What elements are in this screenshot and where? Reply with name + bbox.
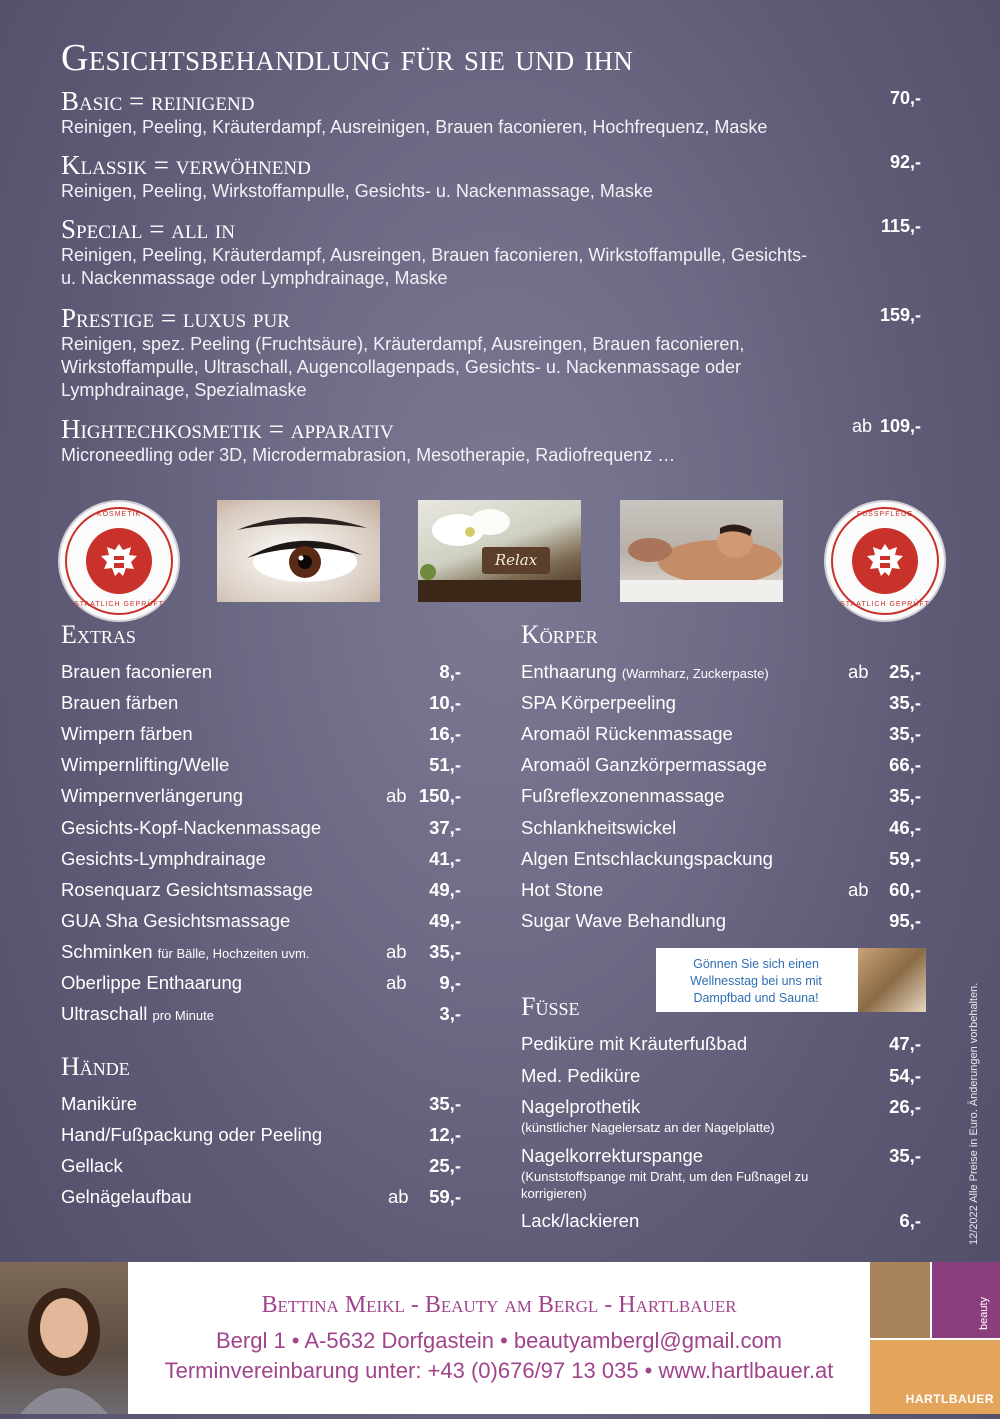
treatment-desc: Reinigen, spez. Peeling (Fruchtsäure), Kräuterdampf, Ausreingen, Brauen faconieren, Wirkstoffampulle, Ultraschall, Augencollagenpads, Gesichts- u. Nackenmassage oder Lymphdrainage, Spezialmaske (61, 334, 745, 400)
haende-title: Hände (61, 1052, 130, 1081)
treatment-price: 115,- (880, 216, 921, 236)
treatment-desc: Reinigen, Peeling, Kräuterdampf, Ausreingen, Brauen faconieren, Wirkstoffampulle, Gesichts- u. Nackenmassage oder Lymphdrainage, Maske (61, 245, 808, 288)
item-name: Med. Pediküre (521, 1064, 641, 1086)
relax-label: Relax (494, 551, 538, 569)
item-price: 35,- (429, 940, 461, 962)
item-name: Wimpernverlängerung (61, 785, 244, 807)
item-price: 49,- (429, 909, 461, 931)
koerper-title: Körper (521, 620, 598, 649)
price-row (61, 1185, 461, 1209)
footer-contact: Terminvereinbarung unter: +43 (0)676/97 13 035 • www.hartlbauer.at (164, 1358, 834, 1383)
price-row (61, 722, 461, 746)
price-row (521, 1144, 921, 1202)
treatment-hightech (61, 414, 921, 467)
item-price: 59,- (429, 1186, 461, 1208)
price-row (521, 1209, 921, 1233)
item-price: 35,- (889, 785, 921, 807)
price-row (521, 1095, 921, 1136)
price-row (521, 909, 921, 933)
price-row (61, 1154, 461, 1178)
item-price: 25,- (889, 661, 921, 682)
item-name: Gelnägelaufbau (61, 1186, 192, 1208)
item-name: Gellack (61, 1155, 123, 1177)
relax-photo (418, 500, 581, 602)
fuesse-title: Füsse (521, 992, 580, 1021)
treatment-name: Klassik = verwöhnend (61, 150, 311, 180)
portrait-photo (0, 1262, 128, 1414)
item-price: 60,- (889, 878, 921, 900)
item-price: 35,- (889, 692, 921, 714)
ab-label: ab (848, 661, 869, 682)
item-name: Hot Stone (521, 878, 604, 900)
item-price: 95,- (889, 909, 921, 931)
badge-bottom-text: STAATLICH GEPRÜFT (840, 601, 930, 608)
item-price: 47,- (889, 1033, 921, 1054)
item-price: 9,- (439, 972, 461, 993)
item-price: 49,- (429, 878, 461, 900)
item-name: Wimpernlifting/Welle (61, 754, 230, 776)
footer-name: Bettina Meikl - Beauty am Bergl - Hartlbauer (261, 1292, 737, 1318)
item-price: 6,- (899, 1210, 921, 1231)
eye-photo (217, 500, 380, 602)
treatment-price: 70,- (889, 88, 921, 108)
item-price: 8,- (439, 661, 461, 682)
price-row (521, 722, 921, 746)
item-name: Brauen färben (61, 692, 179, 714)
item-name: Gesichts-Lymphdrainage (61, 847, 266, 869)
item-note: (künstlicher Nagelersatz an der Nagelplatte) (521, 1120, 775, 1135)
treatment-price: 92,- (889, 152, 921, 172)
treatment-price: 159,- (879, 305, 921, 325)
ab-label: ab (386, 972, 407, 993)
fusspflege-badge (824, 500, 946, 622)
item-price: 16,- (429, 723, 461, 745)
item-price: 54,- (889, 1064, 921, 1086)
price-row (61, 847, 461, 871)
price-row (61, 816, 461, 840)
treatment-desc: Reinigen, Peeling, Kräuterdampf, Ausreinigen, Brauen faconieren, Hochfrequenz, Maske (61, 117, 768, 137)
item-name: Nagelkorrekturspange (521, 1144, 704, 1166)
ab-label: ab (851, 416, 872, 436)
price-row (521, 878, 921, 902)
item-price: 3,- (439, 1003, 461, 1025)
item-note: (Kunststoffspange mit Draht, um den Fußnagel zu korrigieren) (521, 1168, 809, 1201)
item-name: Nagelprothetik (521, 1096, 641, 1117)
treatment-prestige (61, 303, 921, 402)
promo-line: Dampfbad und Sauna! (693, 991, 819, 1005)
price-row (61, 691, 461, 715)
item-sub: (Warmharz, Zuckerpaste) (621, 666, 769, 681)
item-name: Wimpern färben (61, 723, 193, 745)
kosmetik-badge (58, 500, 180, 622)
item-price: 35,- (889, 723, 921, 745)
item-name: Schlankheitswickel (521, 816, 677, 838)
item-name: Sugar Wave Behandlung (521, 909, 727, 931)
ab-label: ab (848, 878, 869, 900)
item-name: Brauen faconieren (61, 661, 213, 682)
price-row (521, 1032, 921, 1056)
item-name: Oberlippe Enthaarung (61, 972, 243, 993)
price-row (61, 753, 461, 777)
price-row (521, 1064, 921, 1088)
price-row (521, 753, 921, 777)
price-row (61, 878, 461, 902)
badge-bottom-text: STAATLICH GEPRÜFT (74, 601, 164, 608)
price-row (61, 940, 461, 964)
treatment-klassik (61, 150, 921, 203)
item-price: 66,- (889, 754, 921, 776)
item-price: 26,- (889, 1096, 921, 1117)
item-price: 10,- (429, 692, 461, 714)
page-title: Gesichtsbehandlung für sie und ihn (61, 37, 634, 79)
extras-title: Extras (61, 620, 136, 649)
item-name: SPA Körperpeeling (521, 692, 676, 714)
treatment-special (61, 214, 921, 290)
eagle-icon (862, 538, 908, 584)
price-row (521, 816, 921, 840)
treatment-name: Basic = reinigend (61, 86, 255, 116)
price-row (521, 784, 921, 808)
treatment-price (852, 416, 921, 437)
beauty-label: beauty (978, 1296, 990, 1330)
treatment-desc: Reinigen, Peeling, Wirkstoffampulle, Gesichts- u. Nackenmassage, Maske (61, 181, 653, 201)
treatment-name: Hightechkosmetik = apparativ (61, 414, 394, 444)
price-row (61, 971, 461, 995)
item-price: 51,- (429, 754, 461, 776)
item-name: Pediküre mit Kräuterfußbad (521, 1033, 748, 1054)
item-sub: pro Minute (152, 1008, 214, 1024)
price-row (61, 660, 461, 684)
footer (0, 1262, 1000, 1414)
ab-label: ab (388, 1186, 409, 1208)
item-price: 59,- (889, 847, 921, 869)
price-value: 109,- (879, 416, 921, 436)
item-name: Aromaöl Rückenmassage (521, 723, 733, 745)
brand-name: HARTLBAUER (905, 1392, 994, 1406)
item-price: 12,- (429, 1124, 461, 1146)
eagle-icon (96, 538, 142, 584)
item-price: 37,- (429, 816, 461, 838)
price-row (61, 1092, 461, 1116)
item-price: 150,- (418, 785, 461, 807)
ab-label: ab (386, 940, 407, 962)
item-name: Maniküre (61, 1093, 138, 1114)
item-price: 46,- (889, 816, 921, 838)
item-name: Hand/Fußpackung oder Peeling (61, 1124, 323, 1146)
price-row (61, 1002, 461, 1026)
price-row (521, 660, 921, 684)
item-name: Rosenquarz Gesichtsmassage (61, 878, 313, 900)
promo-line: Wellnesstag bei uns mit (690, 974, 822, 988)
item-name: Algen Entschlackungspackung (521, 847, 773, 869)
treatment-name: Special = all in (61, 214, 235, 244)
item-sub: für Bälle, Hochzeiten uvm. (157, 945, 310, 961)
item-name: GUA Sha Gesichtsmassage (61, 909, 291, 931)
badge-top-text: KOSMETIK (96, 511, 142, 518)
item-price: 25,- (429, 1155, 461, 1177)
ab-label: ab (386, 785, 407, 807)
brand-block (870, 1262, 930, 1338)
sauna-photo (858, 948, 926, 1012)
item-price: 41,- (429, 847, 461, 869)
item-name: Lack/lackieren (521, 1210, 640, 1231)
treatment-name: Prestige = luxus pur (61, 303, 290, 333)
item-name: Aromaöl Ganzkörpermassage (521, 754, 767, 776)
massage-photo (620, 500, 783, 602)
badge-top-text: FUSSPFLEGE (856, 511, 914, 518)
treatment-basic (61, 86, 921, 139)
item-price: 35,- (889, 1144, 921, 1166)
side-note: 12/2022 Alle Preise in Euro. Änderungen vorbehalten. (968, 982, 980, 1245)
price-row (61, 909, 461, 933)
item-name: Enthaarung (521, 661, 617, 682)
promo-line: Gönnen Sie sich einen (693, 957, 819, 971)
price-row (61, 784, 461, 808)
item-name: Gesichts-Kopf-Nackenmassage (61, 816, 322, 838)
wellness-promo (656, 948, 926, 1012)
item-name: Fußreflexzonenmassage (521, 785, 725, 807)
item-name: Schminken (61, 940, 153, 962)
price-row (61, 1123, 461, 1147)
price-row (521, 691, 921, 715)
item-price: 35,- (429, 1093, 461, 1114)
price-row (521, 847, 921, 871)
treatment-desc: Microneedling oder 3D, Microdermabrasion, Mesotherapie, Radiofrequenz … (61, 445, 676, 465)
footer-address: Bergl 1 • A-5632 Dorfgastein • beautyambergl@gmail.com (215, 1328, 783, 1353)
item-name: Ultraschall (61, 1003, 148, 1025)
